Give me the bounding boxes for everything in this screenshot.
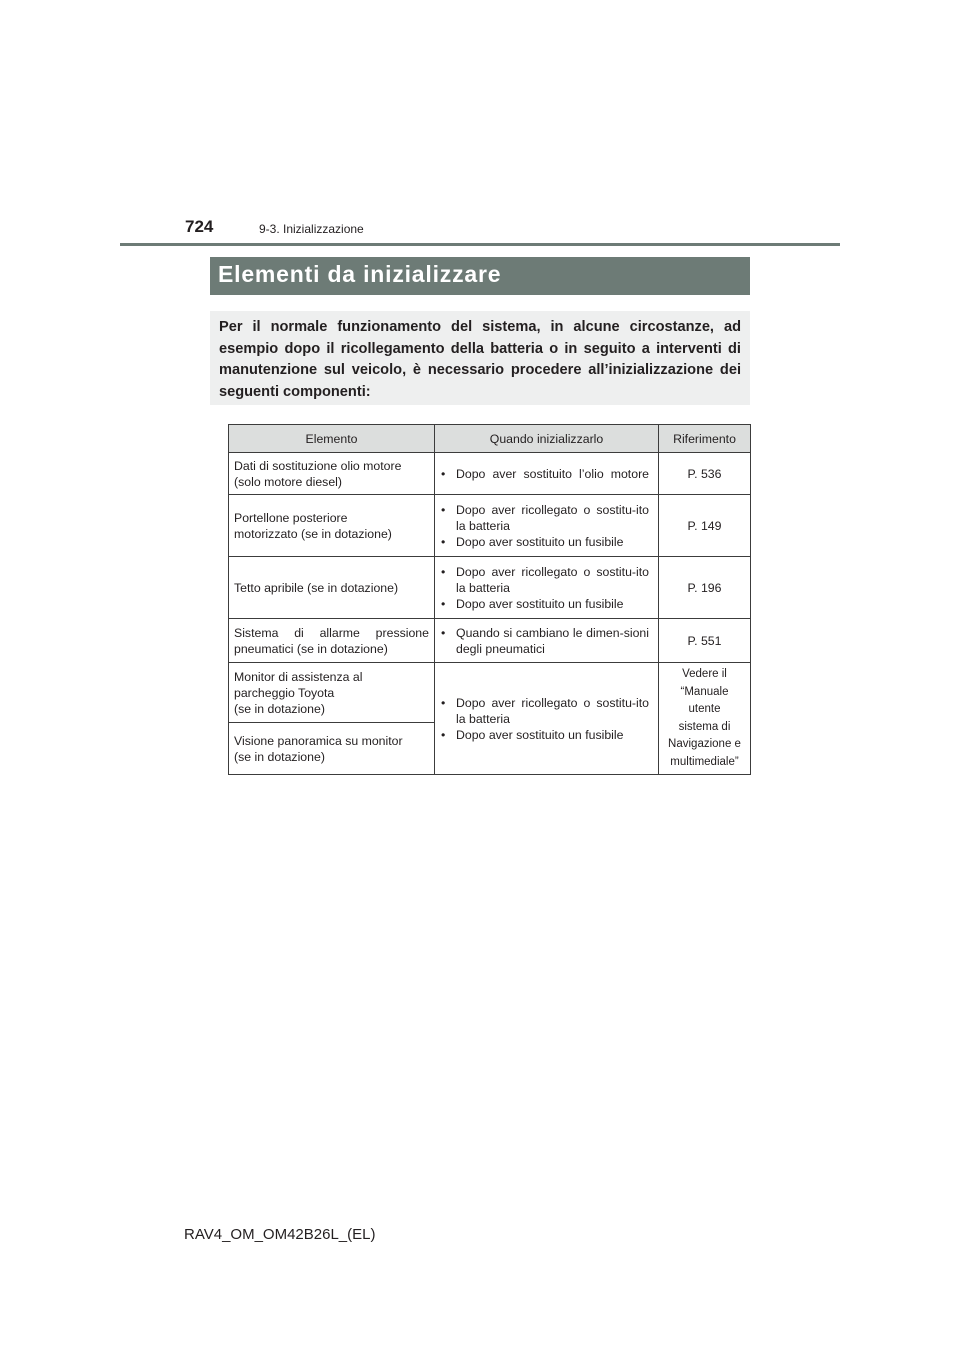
header-when: Quando inizializzarlo (435, 425, 659, 453)
when-cell (435, 663, 659, 775)
when-cell (435, 557, 659, 619)
reference-cell: P. 149 (659, 495, 751, 557)
when-cell (435, 495, 659, 557)
condition-list (441, 502, 649, 550)
item-cell (229, 663, 435, 723)
reference-line: utente (688, 703, 721, 715)
reference-line: Vedere il (682, 668, 727, 680)
condition-list (441, 466, 649, 482)
condition-item: • Quando si cambiano le dimen-sioni degli pneumatici (441, 625, 649, 657)
table-header-row (229, 425, 751, 453)
item-line: Portellone posteriore (234, 510, 348, 525)
page-number: 724 (185, 217, 214, 236)
item-line: parcheggio Toyota (234, 685, 335, 700)
item-cell (229, 495, 435, 557)
condition-list (441, 564, 649, 612)
when-cell (435, 619, 659, 663)
table-row (229, 453, 751, 495)
condition-item: • Dopo aver sostituito un fusibile (441, 727, 649, 743)
condition-list (441, 695, 649, 743)
item-line: (solo motore diesel) (234, 474, 342, 489)
reference-line: “Manuale (680, 685, 729, 698)
table-row (229, 557, 751, 619)
item-cell (229, 619, 435, 663)
condition-item: • Dopo aver ricollegato o sostitu-ito la batteria (441, 564, 649, 596)
item-line: (se in dotazione) (234, 701, 325, 716)
item-line: Visione panoramica su monitor (234, 733, 403, 748)
section-label: 9-3. Inizializzazione (259, 222, 364, 236)
condition-item: • Dopo aver sostituito un fusibile (441, 534, 649, 550)
reference-cell: P. 536 (659, 453, 751, 495)
when-cell (435, 453, 659, 495)
condition-item: • Dopo aver ricollegato o sostitu-ito la batteria (441, 695, 649, 727)
section-title: Elementi da inizializzare (210, 257, 750, 295)
header-reference: Riferimento (659, 425, 751, 453)
item-line: (se in dotazione) (234, 749, 325, 764)
reference-line: multimediale” (670, 755, 739, 768)
item-cell (229, 557, 435, 619)
condition-list (441, 625, 649, 657)
intro-text: Per il normale funzionamento del sistema, in alcune circostanze, ad esempio dopo il ricollegamento della batteria o in seguito a interventi di manutenzione sul veicolo, è necessario procedere all’inizializzazione dei seguenti componenti: (219, 319, 741, 400)
initialization-table (228, 424, 751, 775)
header-rule (120, 243, 840, 246)
item-line: Monitor di assistenza al (234, 669, 363, 684)
document-code: RAV4_OM_OM42B26L_(EL) (184, 1226, 376, 1243)
condition-item: • Dopo aver ricollegato o sostitu-ito la batteria (441, 502, 649, 534)
condition-item: • Dopo aver sostituito un fusibile (441, 596, 649, 612)
intro-box (210, 311, 750, 405)
item-line: Sistema di allarme pressione pneumatici (se in dotazione) (234, 625, 429, 656)
item-line: motorizzato (se in dotazione) (234, 526, 392, 541)
reference-line: Navigazione e (668, 738, 741, 750)
reference-line: sistema di (678, 720, 731, 733)
reference-cell (659, 663, 751, 775)
item-cell (229, 723, 435, 775)
item-line: Tetto apribile (se in dotazione) (234, 580, 399, 595)
table-row (229, 619, 751, 663)
item-line: Dati di sostituzione olio motore (234, 458, 402, 473)
table-row (229, 495, 751, 557)
reference-cell: P. 551 (659, 619, 751, 663)
table-row (229, 663, 751, 723)
condition-item: • Dopo aver sostituito l’olio motore (441, 466, 649, 482)
header-item: Elemento (229, 425, 435, 453)
reference-cell: P. 196 (659, 557, 751, 619)
item-cell (229, 453, 435, 495)
